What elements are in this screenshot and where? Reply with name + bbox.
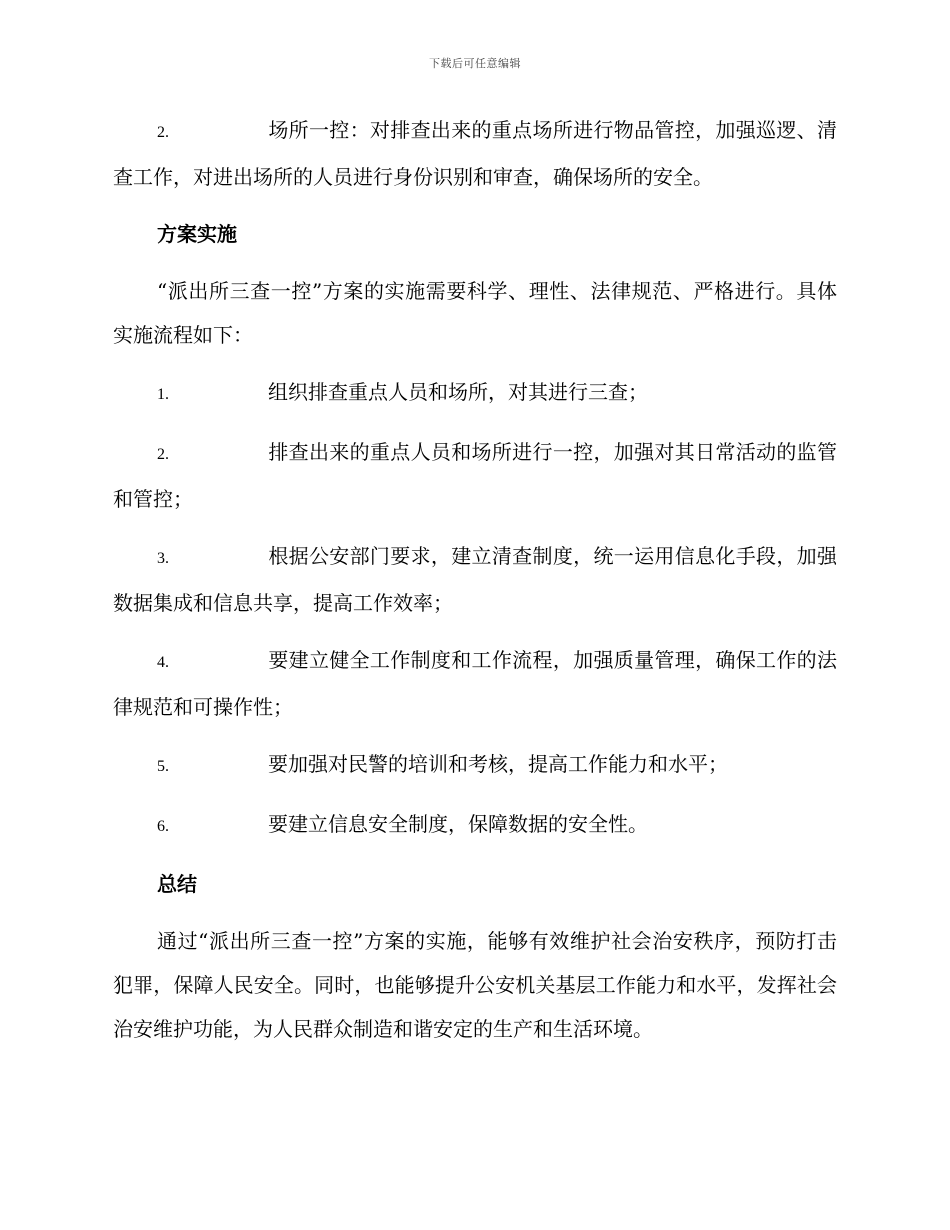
list-number: 5.	[157, 758, 169, 775]
list-item	[113, 638, 837, 729]
list-item	[113, 370, 837, 417]
list-number: 2.	[157, 124, 169, 141]
list-text: 排查出来的重点人员和场所进行一控，加强对其日常活动的监管和管控；	[113, 440, 837, 511]
summary-text: 通过“派出所三查一控”方案的实施，能够有效维护社会治安秩序，预防打击犯罪，保障人民安全。同时，也能够提升公安机关基层工作能力和水平，发挥社会治安维护功能，为人民群众制造和谐安定的生产和生活环境。	[113, 929, 837, 1041]
list-text: 场所一控：对排查出来的重点场所进行物品管控，加强巡逻、清查工作，对进出场所的人员进行身份识别和审查，确保场所的安全。	[113, 118, 837, 189]
list-number: 3.	[157, 550, 169, 567]
list-item	[113, 534, 837, 625]
list-item	[113, 430, 837, 521]
list-text: 根据公安部门要求，建立清查制度，统一运用信息化手段，加强数据集成和信息共享，提高工作效率；	[113, 544, 837, 615]
document-body	[113, 108, 837, 1064]
section-heading-summary: 总结	[157, 872, 197, 896]
list-item	[113, 108, 837, 199]
list-number: 4.	[157, 654, 169, 671]
list-text: 要加强对民警的培训和考核，提高工作能力和水平；	[268, 752, 728, 776]
list-item	[113, 802, 837, 849]
implementation-intro: “派出所三查一控”方案的实施需要科学、理性、法律规范、严格进行。具体实施流程如下：	[113, 279, 837, 347]
list-text: 要建立健全工作制度和工作流程，加强质量管理，确保工作的法律规范和可操作性；	[113, 648, 837, 719]
list-number: 6.	[157, 818, 169, 835]
list-item	[113, 742, 837, 789]
list-text: 要建立信息安全制度，保障数据的安全性。	[268, 812, 648, 836]
list-number: 1.	[157, 386, 169, 403]
list-number: 2.	[157, 446, 169, 463]
section-heading-implementation: 方案实施	[157, 222, 237, 246]
page-header: 下载后可任意编辑	[429, 57, 521, 70]
list-text: 组织排查重点人员和场所，对其进行三查；	[268, 380, 648, 404]
